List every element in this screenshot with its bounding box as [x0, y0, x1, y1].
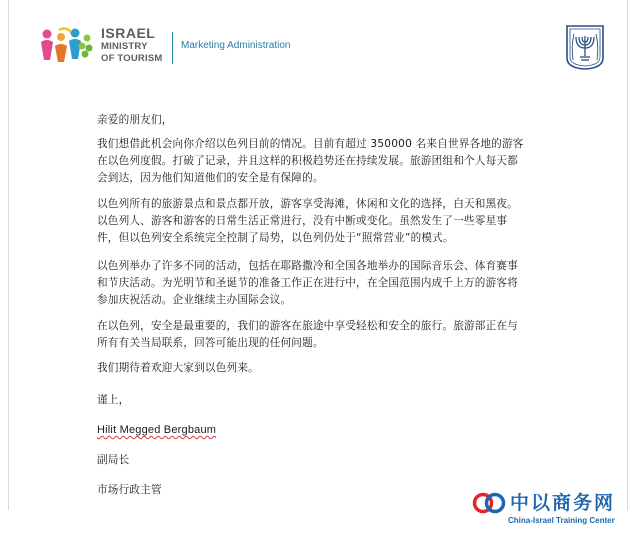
tourism-logo-icon [37, 26, 95, 66]
paragraph-2-line-3: 件，但以色列安全系统完全控制了局势，以色列仍处于“照常营业”的模式。 [97, 232, 454, 244]
paragraph-4-line-2: 所有有关当局联系，回答可能出现的任何问题。 [97, 337, 324, 349]
paragraph-1-line-2: 在以色列度假。打破了记录，并且这样的积极趋势还在持续发展。旅游团组和个人每天都 [97, 155, 518, 167]
paragraph-2-line-2: 以色列人、游客和游客的日常生活正常进行，没有中断或变化。虽然发生了一些零星事 [97, 215, 508, 227]
paragraph-2-line-1: 以色列所有的旅游景点和景点都开放，游客享受海滩，休闲和文化的选择，白天和黑夜。 [97, 198, 518, 210]
greeting: 亲爱的朋友们， [97, 114, 173, 126]
paragraph-1-line-3: 会到达，因为他们知道他们的安全是有保障的。 [97, 172, 324, 184]
watermark-chinese: 中以商务网 [510, 492, 616, 514]
ministry-logo-text [101, 26, 162, 65]
paragraph-3-line-3: 参加庆祝活动。企业继续主办国际会议。 [97, 294, 292, 306]
paragraph-1-line-1: 我们想借此机会向你介绍以色列目前的情况。目前有超过 350000 名来自世界各地的游客 [97, 138, 524, 150]
department-name: Marketing Administration [181, 40, 291, 51]
watermark-logo-icon [472, 490, 506, 516]
paragraph-5: 我们期待着欢迎大家到以色列来。 [97, 362, 259, 374]
signer-name: Hilit Megged Bergbaum [97, 424, 217, 436]
signer-title-2: 市场行政主管 [97, 484, 162, 496]
header-divider [172, 32, 173, 64]
signer-title-1: 副局长 [97, 454, 130, 466]
paragraph-4-line-1: 在以色列，安全是最重要的，我们的游客在旅途中享受轻松和安全的旅行。旅游部正在与 [97, 320, 518, 332]
letterhead [9, 0, 627, 80]
letter-page [8, 0, 628, 510]
closing: 谨上， [97, 394, 130, 406]
state-emblem-icon [565, 24, 605, 70]
site-watermark [468, 488, 636, 540]
paragraph-3-line-1: 以色列举办了许多不同的活动，包括在耶路撒冷和全国各地举办的国际音乐会、体育赛事 [97, 260, 518, 272]
logo-line-2: MINISTRY [101, 41, 148, 52]
logo-line-1: ISRAEL [101, 25, 156, 41]
logo-line-3: OF TOURISM [101, 53, 163, 64]
watermark-english: China-Israel Training Center [508, 516, 615, 525]
paragraph-3-line-2: 和节庆活动。为光明节和圣诞节的准备工作正在进行中，在全国范围内成千上万的游客将 [97, 277, 518, 289]
